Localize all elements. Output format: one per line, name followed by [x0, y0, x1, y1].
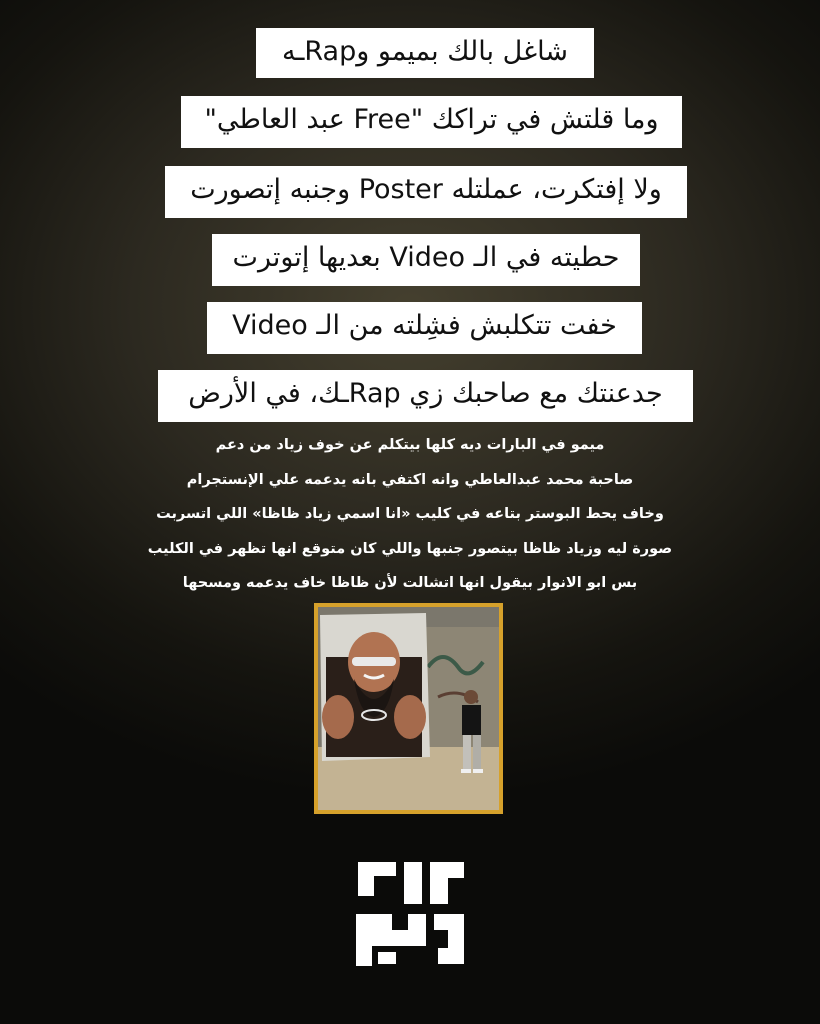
- description-paragraph: [90, 428, 730, 601]
- headline-line-5: خفت تتكلبش فشِلته من الـ Video: [207, 302, 642, 354]
- photo-frame: [314, 603, 503, 814]
- paragraph-line-1: ميمو في البارات ديه كلها بيتكلم عن خوف زياد من دعم: [215, 437, 605, 453]
- headline-line-3: ولا إفتكرت، عملتله Poster وجنبه إتصورت: [165, 166, 687, 218]
- paragraph-line-5: بس ابو الانوار بيقول انها اتشالت لأن ظاظا خاف يدعمه ومسحها: [182, 575, 638, 591]
- headline-line-6: جدعنتك مع صاحبك زي Rapـك، في الأرض: [158, 370, 693, 422]
- headline-line-1: شاغل بالك بميمو وRapـه: [256, 28, 594, 78]
- photo-illustration: [318, 607, 499, 810]
- headline-line-2: وما قلتش في تراكك "Free عبد العاطي": [181, 96, 682, 148]
- headline-line-4: حطيته في الـ Video بعديها إتوترت: [212, 234, 640, 286]
- paragraph-line-4: صورة ليه وزياد ظاظا بيتصور جنبها واللي كان متوقع انها تظهر في الكليب: [147, 540, 673, 557]
- photo-image: [318, 607, 499, 810]
- rap-logo-icon: [352, 856, 468, 968]
- paragraph-line-2: صاحبة محمد عبدالعاطي وانه اكتفي بانه يدعمه علي الإنستجرام: [186, 471, 634, 488]
- paragraph-line-3: وخاف يحط البوستر بتاعه في كليب «انا اسمي زياد ظاظا» اللي اتسربت: [156, 506, 664, 522]
